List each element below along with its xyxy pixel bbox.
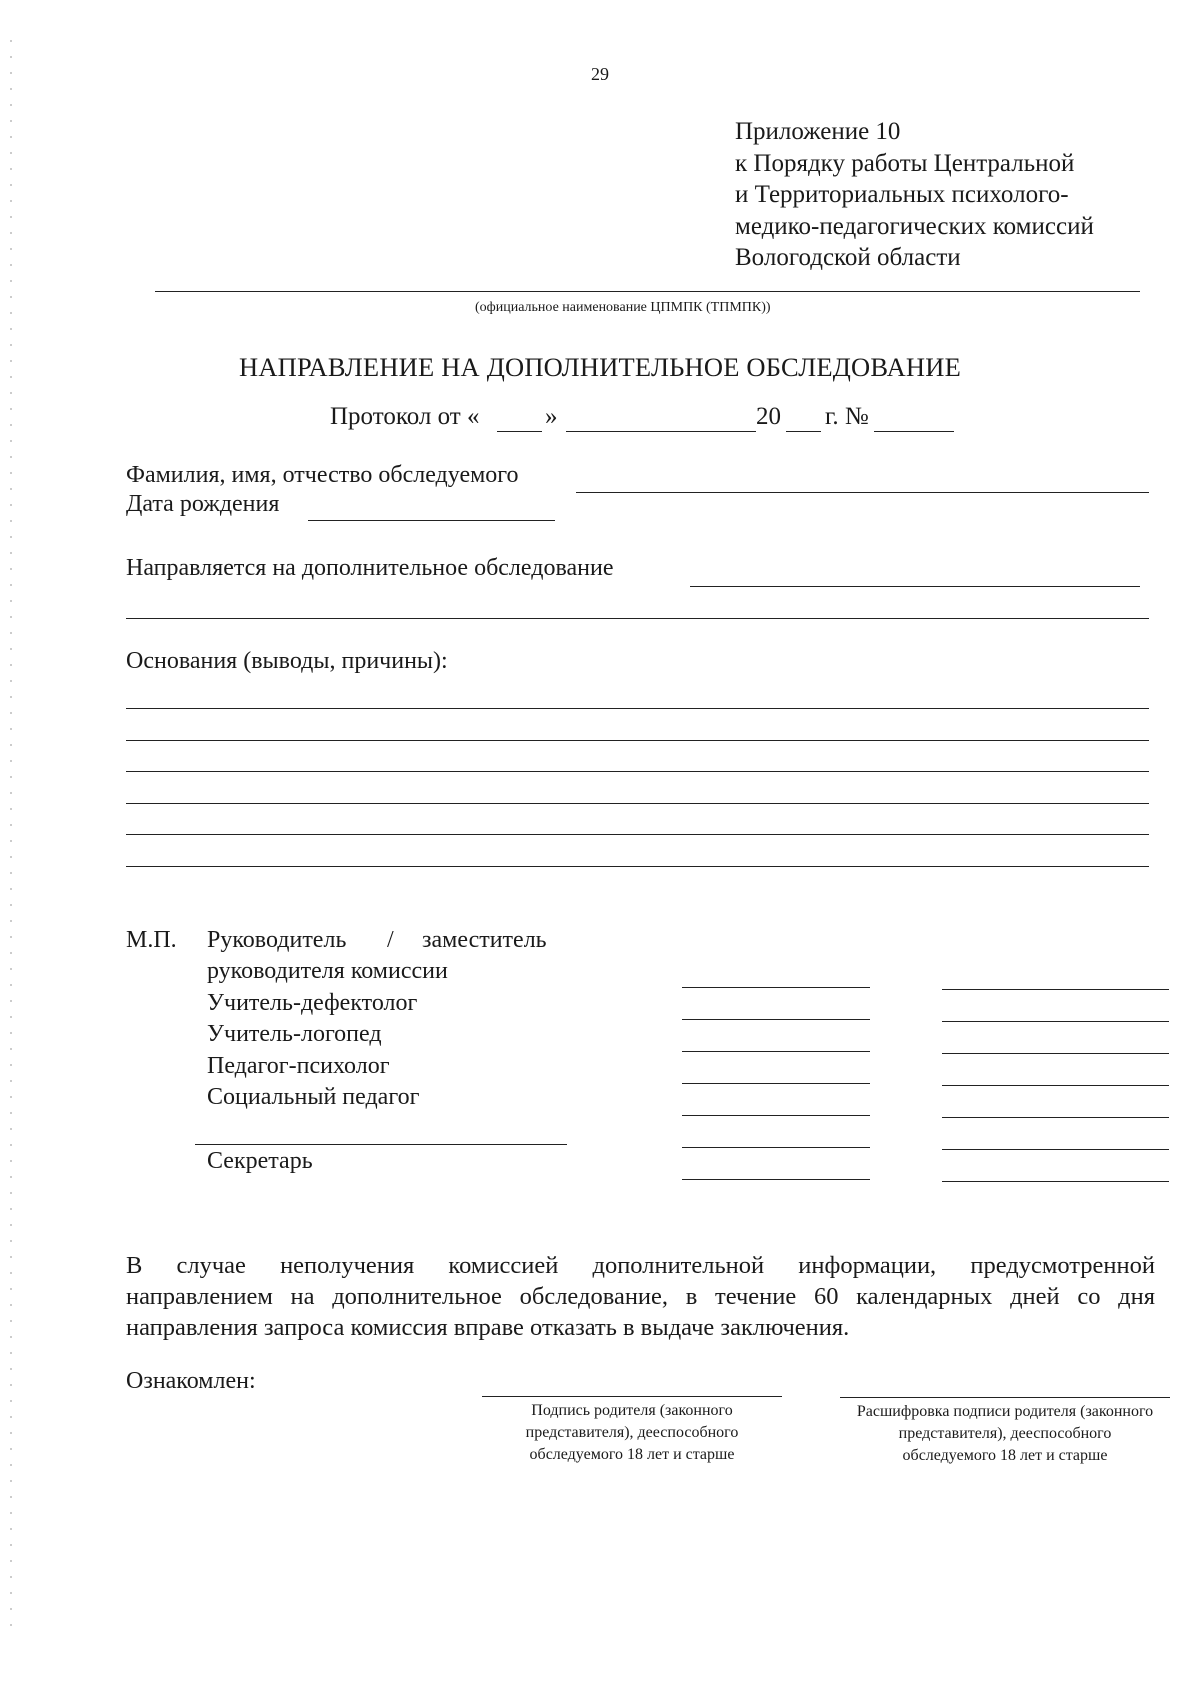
protocol-label: Протокол от « bbox=[330, 403, 480, 430]
parent-signature-field[interactable] bbox=[482, 1396, 782, 1397]
head-label-part1: Руководитель bbox=[207, 927, 347, 953]
role-label: Учитель-дефектолог bbox=[207, 990, 418, 1016]
protocol-year-field[interactable] bbox=[786, 431, 821, 432]
signature-decoding-field[interactable] bbox=[942, 1117, 1169, 1118]
birth-date-label: Дата рождения bbox=[126, 491, 280, 517]
signature-decoding-field[interactable] bbox=[942, 1021, 1169, 1022]
grounds-line[interactable] bbox=[126, 708, 1149, 709]
protocol-month-field[interactable] bbox=[566, 431, 756, 432]
referred-to-field-continuation[interactable] bbox=[126, 618, 1149, 619]
signature-decoding-field[interactable] bbox=[942, 1053, 1169, 1054]
grounds-line[interactable] bbox=[126, 834, 1149, 835]
protocol-year-prefix: 20 bbox=[756, 403, 781, 430]
protocol-number-label: г. № bbox=[825, 403, 869, 430]
notice-line: В случае неполучения комиссией дополнительной информации, предусмотренной bbox=[126, 1252, 1155, 1279]
signature-decoding-field[interactable] bbox=[942, 1085, 1169, 1086]
appendix-line: Вологодской области bbox=[735, 244, 961, 271]
signature-field[interactable] bbox=[682, 1051, 870, 1052]
head-label-line2: руководителя комиссии bbox=[207, 958, 448, 984]
signature-field[interactable] bbox=[682, 1019, 870, 1020]
notice-line: направления запроса комиссия вправе отказать в выдаче заключения. bbox=[126, 1314, 850, 1341]
signature-decoding-field[interactable] bbox=[942, 1181, 1169, 1182]
appendix-line: медико-педагогических комиссий bbox=[735, 212, 1094, 240]
acknowledged-label: Ознакомлен: bbox=[126, 1368, 256, 1394]
full-name-label: Фамилия, имя, отчество обследуемого bbox=[126, 462, 519, 488]
head-label-part2: заместитель bbox=[422, 927, 547, 953]
appendix-line: и Территориальных психолого- bbox=[735, 181, 1069, 208]
protocol-quote-close: » bbox=[545, 403, 558, 430]
signature-field[interactable] bbox=[682, 1115, 870, 1116]
referred-to-label: Направляется на дополнительное обследование bbox=[126, 555, 614, 581]
secretary-label: Секретарь bbox=[207, 1148, 313, 1174]
stamp-label: М.П. bbox=[126, 927, 177, 953]
notice-paragraph bbox=[126, 1250, 1155, 1343]
signature-field[interactable] bbox=[682, 1083, 870, 1084]
document-title: НАПРАВЛЕНИЕ НА ДОПОЛНИТЕЛЬНОЕ ОБСЛЕДОВАНИЕ bbox=[239, 352, 961, 382]
role-label: Педагог-психолог bbox=[207, 1053, 390, 1079]
protocol-number-field[interactable] bbox=[874, 431, 954, 432]
signature-field[interactable] bbox=[682, 1179, 870, 1180]
role-label: Учитель-логопед bbox=[207, 1021, 382, 1047]
grounds-line[interactable] bbox=[126, 803, 1149, 804]
grounds-label: Основания (выводы, причины): bbox=[126, 648, 448, 674]
signature-field[interactable] bbox=[682, 987, 870, 988]
full-name-field[interactable] bbox=[576, 492, 1149, 493]
role-label: Социальный педагог bbox=[207, 1084, 420, 1110]
signature-field[interactable] bbox=[682, 1147, 870, 1148]
grounds-line[interactable] bbox=[126, 866, 1149, 867]
head-label-separator: / bbox=[387, 927, 394, 953]
grounds-line[interactable] bbox=[126, 771, 1149, 772]
parent-signature-decoding-caption: Расшифровка подписи родителя (законного представителя), дееспособного обследуемого 18 лет и старше bbox=[856, 1403, 1154, 1464]
org-name-field[interactable] bbox=[155, 291, 1140, 292]
grounds-line[interactable] bbox=[126, 740, 1149, 741]
referred-to-field[interactable] bbox=[690, 586, 1140, 587]
scan-edge-artifact bbox=[10, 40, 12, 1640]
signature-decoding-field[interactable] bbox=[942, 989, 1169, 990]
secretary-name-field[interactable] bbox=[195, 1144, 567, 1145]
page-number: 29 bbox=[591, 64, 609, 84]
org-name-caption: (официальное наименование ЦПМПК (ТПМПК)) bbox=[475, 300, 771, 315]
parent-signature-caption: Подпись родителя (законного представителя), дееспособного обследуемого 18 лет и старше bbox=[525, 1402, 739, 1463]
protocol-day-field[interactable] bbox=[497, 431, 542, 432]
notice-line: направлением на дополнительное обследование, в течение 60 календарных дней со дня bbox=[126, 1283, 1155, 1310]
parent-signature-decoding-field[interactable] bbox=[840, 1397, 1170, 1398]
birth-date-field[interactable] bbox=[308, 520, 555, 521]
appendix-line: Приложение 10 bbox=[735, 118, 901, 145]
signature-decoding-field[interactable] bbox=[942, 1149, 1169, 1150]
appendix-line: к Порядку работы Центральной bbox=[735, 149, 1075, 177]
appendix-header bbox=[735, 116, 1094, 274]
